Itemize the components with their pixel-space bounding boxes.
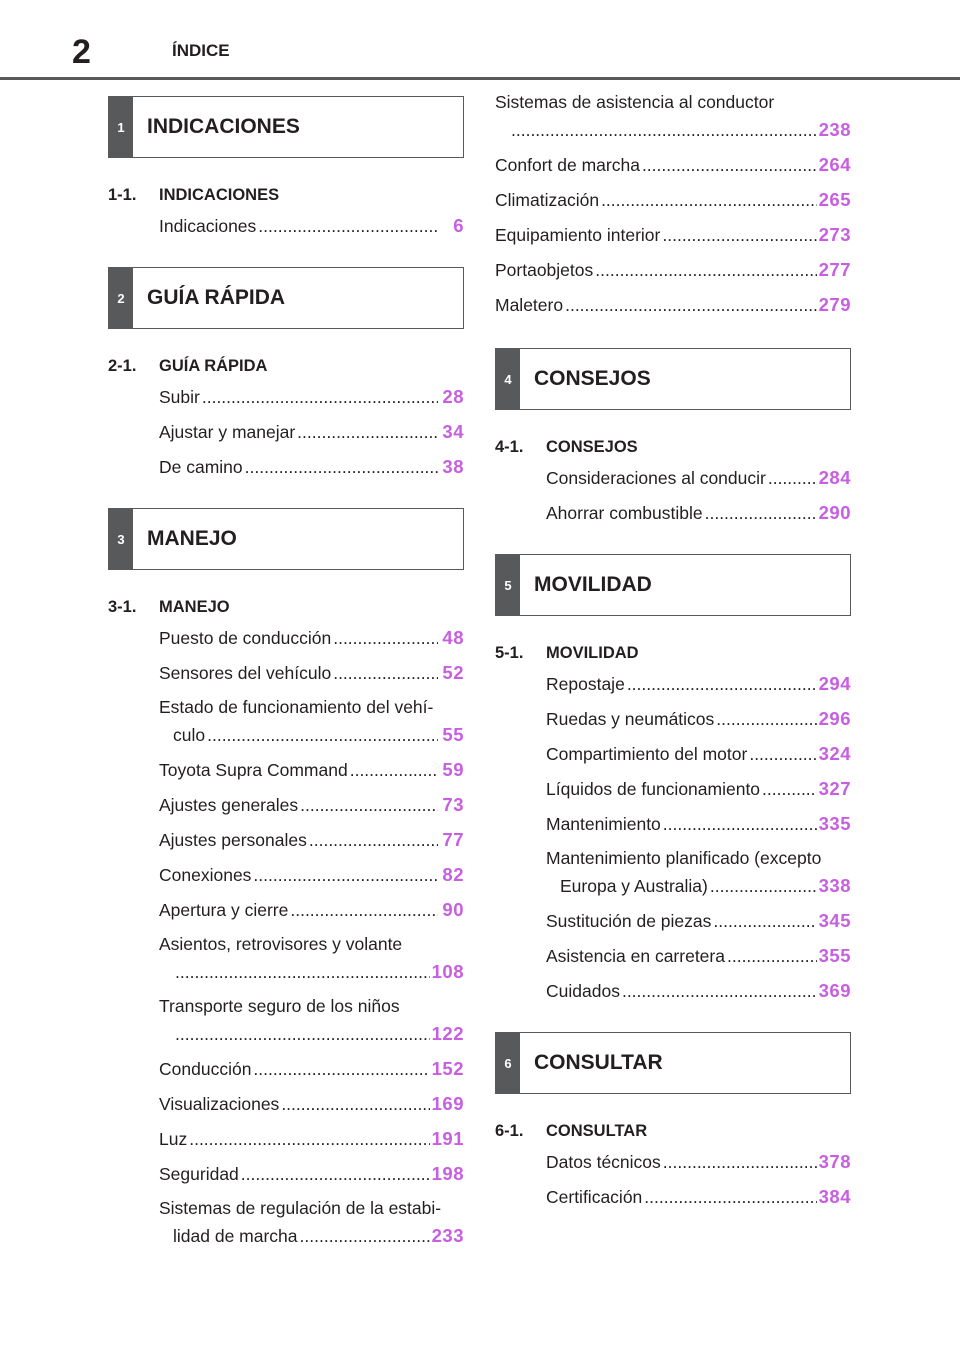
section-title: CONSULTAR	[546, 1122, 648, 1140]
toc-entry-title: Maletero	[495, 295, 564, 315]
dot-leader	[309, 827, 438, 854]
section-heading	[108, 349, 464, 383]
toc-page-link[interactable]: 384	[818, 1186, 851, 1207]
chapter-title: MOVILIDAD	[534, 573, 652, 596]
toc-entry-title: Transporte seguro de los niños	[159, 996, 400, 1016]
toc-page-link[interactable]: 82	[442, 864, 464, 885]
toc-page-link[interactable]: 327	[818, 778, 851, 799]
toc-entry-title: Repostaje	[546, 674, 625, 694]
dot-leader	[333, 625, 438, 652]
section-heading	[495, 1114, 851, 1148]
entry-list	[495, 1148, 851, 1211]
toc-page-link[interactable]: 108	[431, 961, 464, 982]
toc-page-link[interactable]: 52	[442, 662, 464, 683]
dot-leader	[662, 222, 816, 249]
dot-leader	[511, 117, 817, 144]
dot-leader	[727, 943, 817, 970]
chapter-header[interactable]	[495, 348, 851, 410]
toc-entry[interactable]	[495, 221, 851, 249]
toc-page-link[interactable]: 59	[442, 759, 464, 780]
toc-entry-title: Ahorrar combustible	[546, 503, 703, 523]
toc-entry[interactable]	[546, 775, 851, 803]
toc-entry-title: De camino	[159, 457, 243, 477]
dot-leader	[300, 1223, 430, 1250]
toc-page-link[interactable]: 296	[818, 708, 851, 729]
toc-entry[interactable]	[159, 694, 464, 749]
entry-list	[495, 464, 851, 527]
section-code: 2-1.	[108, 357, 137, 375]
toc-entry[interactable]	[546, 942, 851, 970]
toc-entry-title: Europa y Australia)	[560, 876, 708, 896]
toc-entry[interactable]	[159, 418, 464, 446]
toc-entry[interactable]	[159, 1055, 464, 1083]
toc-entry-title: Sistemas de asistencia al conductor	[495, 92, 775, 112]
toc-entry[interactable]	[495, 89, 851, 144]
section-heading	[108, 178, 464, 212]
section-heading	[495, 430, 851, 464]
toc-entry-title: Datos técnicos	[546, 1152, 661, 1172]
toc-entry-title: Líquidos de funcionamiento	[546, 779, 761, 799]
toc-entry[interactable]	[159, 896, 464, 924]
toc-page-link[interactable]: 198	[431, 1163, 464, 1184]
dot-leader	[627, 671, 817, 698]
chapter-4	[495, 348, 851, 527]
toc-entry-title: Mantenimiento planificado (excepto	[546, 848, 822, 868]
dot-leader	[601, 187, 817, 214]
toc-entry[interactable]	[159, 931, 464, 986]
toc-page-link[interactable]: 55	[442, 724, 464, 745]
chapter-header[interactable]	[495, 554, 851, 616]
toc-entry-title: Asientos, retrovisores y volante	[159, 934, 403, 954]
toc-page-link[interactable]: 28	[442, 386, 464, 407]
toc-entry[interactable]	[159, 1090, 464, 1118]
entry-list-continued	[444, 89, 851, 319]
chapter-number-tab: 5	[496, 555, 520, 615]
toc-entry-title: Cuidados	[546, 981, 620, 1001]
toc-entry-title: Confort de marcha	[495, 155, 640, 175]
toc-entry-title: Asistencia en carretera	[546, 946, 725, 966]
chapter-5	[495, 554, 851, 1005]
page-number: 2	[72, 33, 91, 71]
dot-leader	[705, 500, 817, 527]
toc-entry[interactable]	[159, 1160, 464, 1188]
toc-page-link[interactable]: 77	[442, 829, 464, 850]
toc-page-link[interactable]: 152	[431, 1058, 464, 1079]
toc-entry-title: Puesto de conducción	[159, 628, 332, 648]
dot-leader	[241, 1161, 430, 1188]
toc-entry-title: Ajustes generales	[159, 795, 299, 815]
dot-leader	[297, 419, 438, 446]
page-header-title: ÍNDICE	[172, 41, 230, 60]
toc-entry[interactable]	[159, 861, 464, 889]
chapter-title: GUÍA RÁPIDA	[147, 286, 286, 309]
chapter-title: MANEJO	[147, 527, 237, 550]
chapter-number-tab: 4	[496, 349, 520, 409]
toc-entry-title: Seguridad	[159, 1164, 239, 1184]
toc-page-link[interactable]: 355	[818, 945, 851, 966]
entry-list	[495, 670, 851, 1005]
dot-leader	[768, 465, 817, 492]
toc-entry[interactable]	[546, 499, 851, 527]
dot-leader	[716, 706, 816, 733]
toc-entry[interactable]	[546, 705, 851, 733]
toc-entry[interactable]	[159, 1195, 464, 1250]
chapter-1	[108, 96, 464, 240]
toc-entry[interactable]	[546, 1183, 851, 1211]
toc-entry-title: Mantenimiento	[546, 814, 661, 834]
dot-leader	[644, 1184, 816, 1211]
dot-leader	[663, 811, 817, 838]
toc-entry[interactable]	[159, 826, 464, 854]
dot-leader	[189, 1126, 429, 1153]
toc-entry-title: lidad de marcha	[173, 1226, 298, 1246]
dot-leader	[290, 897, 438, 924]
toc-page-link[interactable]: 369	[818, 980, 851, 1001]
toc-entry-title: culo	[173, 725, 206, 745]
toc-entry[interactable]	[546, 670, 851, 698]
toc-entry-title: Visualizaciones	[159, 1094, 280, 1114]
toc-page-link[interactable]: 264	[818, 154, 851, 175]
toc-entry[interactable]	[495, 256, 851, 284]
dot-leader	[202, 384, 438, 411]
toc-page-link[interactable]: 279	[818, 294, 851, 315]
chapter-header[interactable]	[108, 267, 464, 329]
dot-leader	[749, 741, 816, 768]
toc-entry[interactable]	[495, 291, 851, 319]
chapter-header[interactable]	[495, 1032, 851, 1094]
section-title: MOVILIDAD	[546, 644, 639, 662]
toc-page-link[interactable]: 122	[431, 1023, 464, 1044]
toc-entry-title: Conexiones	[159, 865, 252, 885]
toc-entry[interactable]	[159, 791, 464, 819]
section-heading	[495, 636, 851, 670]
toc-entry[interactable]	[159, 993, 464, 1048]
chapter-number-tab: 6	[496, 1033, 520, 1093]
dot-leader	[175, 959, 430, 986]
chapter-number-tab: 3	[109, 509, 133, 569]
dot-leader	[253, 862, 438, 889]
toc-entry[interactable]	[159, 453, 464, 481]
section-title: CONSEJOS	[546, 438, 638, 456]
toc-entry-title: Certificación	[546, 1187, 643, 1207]
toc-entry-title: Equipamiento interior	[495, 225, 661, 245]
toc-page-link[interactable]: 169	[431, 1093, 464, 1114]
header-rule	[0, 77, 960, 80]
section-heading	[108, 590, 464, 624]
chapter-number-tab: 2	[109, 268, 133, 328]
toc-page-link[interactable]: 90	[442, 899, 464, 920]
toc-entry[interactable]	[546, 464, 851, 492]
chapter-header[interactable]	[108, 508, 464, 570]
dot-leader	[350, 757, 438, 784]
toc-page-link[interactable]: 277	[818, 259, 851, 280]
toc-entry[interactable]	[159, 624, 464, 652]
dot-leader	[642, 152, 817, 179]
toc-entry-title: Luz	[159, 1129, 188, 1149]
toc-entry-title: Sensores del vehículo	[159, 663, 332, 683]
toc-entry-title: Sistemas de regulación de la estabi-	[159, 1198, 442, 1218]
toc-page-link[interactable]: 273	[818, 224, 851, 245]
toc-page-link[interactable]: 38	[442, 456, 464, 477]
toc-entry[interactable]	[546, 740, 851, 768]
toc-entry-title: Subir	[159, 387, 200, 407]
dot-leader	[245, 454, 438, 481]
toc-entry-title: Toyota Supra Command	[159, 760, 348, 780]
toc-entry-title: Compartimiento del motor	[546, 744, 748, 764]
toc-page-link[interactable]: 191	[431, 1128, 464, 1149]
toc-entry-title: Conducción	[159, 1059, 252, 1079]
section-title: MANEJO	[159, 598, 230, 616]
toc-entry[interactable]	[546, 1148, 851, 1176]
toc-entry[interactable]	[159, 659, 464, 687]
dot-leader	[713, 908, 816, 935]
toc-page-link[interactable]: 48	[442, 627, 464, 648]
dot-leader	[207, 722, 438, 749]
toc-entry[interactable]	[546, 810, 851, 838]
toc-entry-title: Consideraciones al conducir	[546, 468, 766, 488]
toc-entry[interactable]	[159, 383, 464, 411]
toc-page-link[interactable]: 265	[818, 189, 851, 210]
toc-entry[interactable]	[159, 212, 464, 240]
dot-leader	[762, 776, 817, 803]
toc-entry-title: Estado de funcionamiento del vehí-	[159, 697, 434, 717]
toc-page-link[interactable]: 335	[818, 813, 851, 834]
section-title: GUÍA RÁPIDA	[159, 357, 268, 375]
entry-list	[108, 212, 464, 240]
chapter-number-tab: 1	[109, 97, 133, 157]
toc-page-link[interactable]: 6	[453, 215, 464, 236]
section-code: 3-1.	[108, 598, 137, 616]
toc-entry-title: Ajustar y manejar	[159, 422, 296, 442]
toc-entry-title: Apertura y cierre	[159, 900, 289, 920]
chapter-title: INDICACIONES	[147, 115, 300, 138]
toc-page-link[interactable]: 338	[818, 875, 851, 896]
dot-leader	[333, 660, 438, 687]
section-code: 5-1.	[495, 644, 524, 662]
toc-entry-title: Climatización	[495, 190, 600, 210]
toc-page-link[interactable]: 294	[818, 673, 851, 694]
toc-page-link[interactable]: 284	[818, 467, 851, 488]
chapter-6	[495, 1032, 851, 1211]
toc-entry-title: Sustitución de piezas	[546, 911, 712, 931]
entry-list	[108, 624, 464, 1250]
toc-page-link[interactable]: 290	[818, 502, 851, 523]
entry-list	[108, 383, 464, 481]
dot-leader	[258, 213, 438, 240]
toc-entry[interactable]	[159, 756, 464, 784]
section-code: 4-1.	[495, 438, 524, 456]
toc-page-link[interactable]: 34	[442, 421, 464, 442]
dot-leader	[622, 978, 817, 1005]
toc-column-left	[108, 96, 464, 1257]
toc-column-right	[495, 89, 851, 1218]
toc-page-link[interactable]: 324	[818, 743, 851, 764]
chapter-3	[108, 508, 464, 1250]
toc-page-link[interactable]: 378	[818, 1151, 851, 1172]
toc-entry-title: Ruedas y neumáticos	[546, 709, 715, 729]
chapter-2	[108, 267, 464, 481]
toc-page-link[interactable]: 73	[442, 794, 464, 815]
toc-entry[interactable]	[159, 1125, 464, 1153]
dot-leader	[663, 1149, 817, 1176]
dot-leader	[565, 292, 817, 319]
dot-leader	[175, 1021, 430, 1048]
toc-entry[interactable]	[546, 907, 851, 935]
toc-entry[interactable]	[495, 186, 851, 214]
section-code: 6-1.	[495, 1122, 524, 1140]
dot-leader	[253, 1056, 429, 1083]
chapter-header[interactable]	[108, 96, 464, 158]
toc-entry[interactable]	[546, 977, 851, 1005]
toc-entry[interactable]	[495, 151, 851, 179]
chapter-title: CONSULTAR	[534, 1051, 663, 1074]
toc-entry-title: Portaobjetos	[495, 260, 594, 280]
section-code: 1-1.	[108, 186, 137, 204]
dot-leader	[595, 257, 816, 284]
toc-page-link[interactable]: 238	[818, 119, 851, 140]
toc-entry[interactable]	[546, 845, 851, 900]
toc-entry-title: Indicaciones	[159, 216, 257, 236]
toc-entry-title: Ajustes personales	[159, 830, 307, 850]
toc-page-link[interactable]: 345	[818, 910, 851, 931]
toc-page-link[interactable]: 233	[431, 1225, 464, 1246]
dot-leader	[300, 792, 438, 819]
section-title: INDICACIONES	[159, 186, 280, 204]
chapter-title: CONSEJOS	[534, 367, 651, 390]
dot-leader	[281, 1091, 429, 1118]
dot-leader	[710, 873, 817, 900]
